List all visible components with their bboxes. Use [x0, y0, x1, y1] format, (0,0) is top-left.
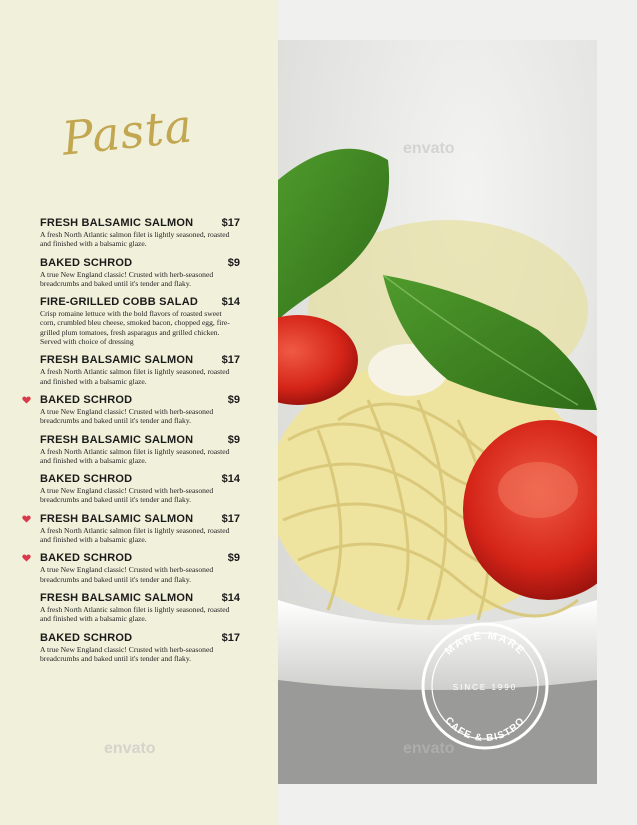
menu-item-list	[40, 217, 240, 671]
menu-item	[40, 552, 240, 584]
menu-item-name: FRESH BALSAMIC SALMON	[40, 354, 194, 367]
menu-item-name: FIRE-GRILLED COBB SALAD	[40, 296, 198, 309]
menu-item	[40, 217, 240, 249]
menu-item-header	[40, 632, 240, 644]
menu-item-name: BAKED SCHROD	[40, 393, 133, 406]
pasta-photo	[278, 40, 597, 784]
menu-item-description: A true New England classic! Crusted with herb-seasoned breadcrumbs and baked until it's tender and flaky.	[40, 486, 214, 505]
watermark: envato	[403, 740, 455, 757]
menu-item-description: A true New England classic! Crusted with herb-seasoned breadcrumbs and baked until it's tender and flaky.	[40, 644, 214, 663]
menu-item	[40, 434, 240, 466]
menu-item-description: A true New England classic! Crusted with herb-seasoned breadcrumbs and baked until it's tender and flaky.	[40, 269, 214, 288]
menu-item	[40, 394, 240, 426]
section-title: Pasta	[59, 98, 196, 166]
menu-item-name: BAKED SCHROD	[40, 552, 133, 565]
menu-item-name: FRESH BALSAMIC SALMON	[40, 217, 194, 229]
menu-item-description: A fresh North Atlantic salmon filet is lightly seasoned, roasted and finished with a balsamic glaze.	[40, 367, 230, 386]
menu-item-name: FRESH BALSAMIC SALMON	[40, 433, 194, 446]
menu-item-name: FRESH BALSAMIC SALMON	[40, 512, 194, 525]
menu-item	[40, 592, 240, 624]
menu-item-header	[40, 552, 240, 564]
menu-item-header	[40, 513, 240, 525]
menu-item-name: BAKED SCHROD	[40, 256, 133, 269]
menu-item-description: A fresh North Atlantic salmon filet is lightly seasoned, roasted and finished with a balsamic glaze.	[40, 525, 230, 545]
menu-item-name: BAKED SCHROD	[40, 631, 133, 644]
logo-bottom-text: CAFE & BISTRO	[442, 715, 528, 745]
menu-item-price: $14	[221, 473, 240, 486]
menu-item-description: A fresh North Atlantic salmon filet is lightly seasoned, roasted and finished with a balsamic glaze.	[40, 604, 230, 624]
menu-item-header	[40, 394, 240, 406]
menu-item-header	[40, 217, 240, 229]
menu-item-price: $9	[227, 552, 240, 565]
menu-item-header	[40, 296, 240, 308]
menu-item-price: $17	[221, 512, 240, 525]
heart-icon	[22, 554, 31, 562]
heart-icon	[22, 515, 31, 523]
menu-item-description: A fresh North Atlantic salmon filet is lightly seasoned, roasted and finished with a balsamic glaze.	[40, 230, 230, 249]
menu-item-price: $17	[221, 631, 240, 644]
menu-panel	[0, 0, 278, 825]
menu-item-price: $17	[221, 354, 240, 367]
menu-item	[40, 257, 240, 289]
menu-item-price: $9	[227, 433, 240, 446]
menu-item-header	[40, 434, 240, 446]
logo-middle-text: SINCE 1990	[452, 683, 518, 692]
menu-item-header	[40, 473, 240, 485]
menu-item	[40, 296, 240, 346]
menu-item-price: $14	[221, 591, 240, 604]
menu-item-header	[40, 257, 240, 269]
menu-item-price: $9	[227, 393, 240, 406]
menu-item-name: FRESH BALSAMIC SALMON	[40, 591, 194, 604]
menu-item	[40, 473, 240, 505]
watermark: envato	[403, 140, 455, 157]
menu-item-description: A fresh North Atlantic salmon filet is lightly seasoned, roasted and finished with a balsamic glaze.	[40, 446, 230, 465]
menu-item-description: Crisp romaine lettuce with the bold flavors of roasted sweet corn, crumbled bleu cheese, smoked bacon, chopped egg, fire-grilled plum tomatoes, fresh asparagus and grilled chicken. Served with choice of dressing	[40, 309, 230, 347]
menu-item-price: $14	[221, 296, 240, 309]
watermark: envato	[104, 740, 156, 757]
heart-icon	[22, 396, 31, 404]
menu-item-description: A true New England classic! Crusted with herb-seasoned breadcrumbs and baked until it's tender and flaky.	[40, 565, 214, 584]
menu-item-price: $9	[227, 256, 240, 269]
menu-item	[40, 354, 240, 386]
logo-top-text: MARE MARE	[442, 629, 528, 658]
menu-item-price: $17	[221, 217, 240, 229]
menu-item-name: BAKED SCHROD	[40, 473, 133, 486]
menu-item-header	[40, 592, 240, 604]
menu-item	[40, 632, 240, 664]
menu-item-description: A true New England classic! Crusted with herb-seasoned breadcrumbs and baked until it's tender and flaky.	[40, 406, 214, 426]
menu-item	[40, 513, 240, 545]
menu-item-header	[40, 354, 240, 366]
